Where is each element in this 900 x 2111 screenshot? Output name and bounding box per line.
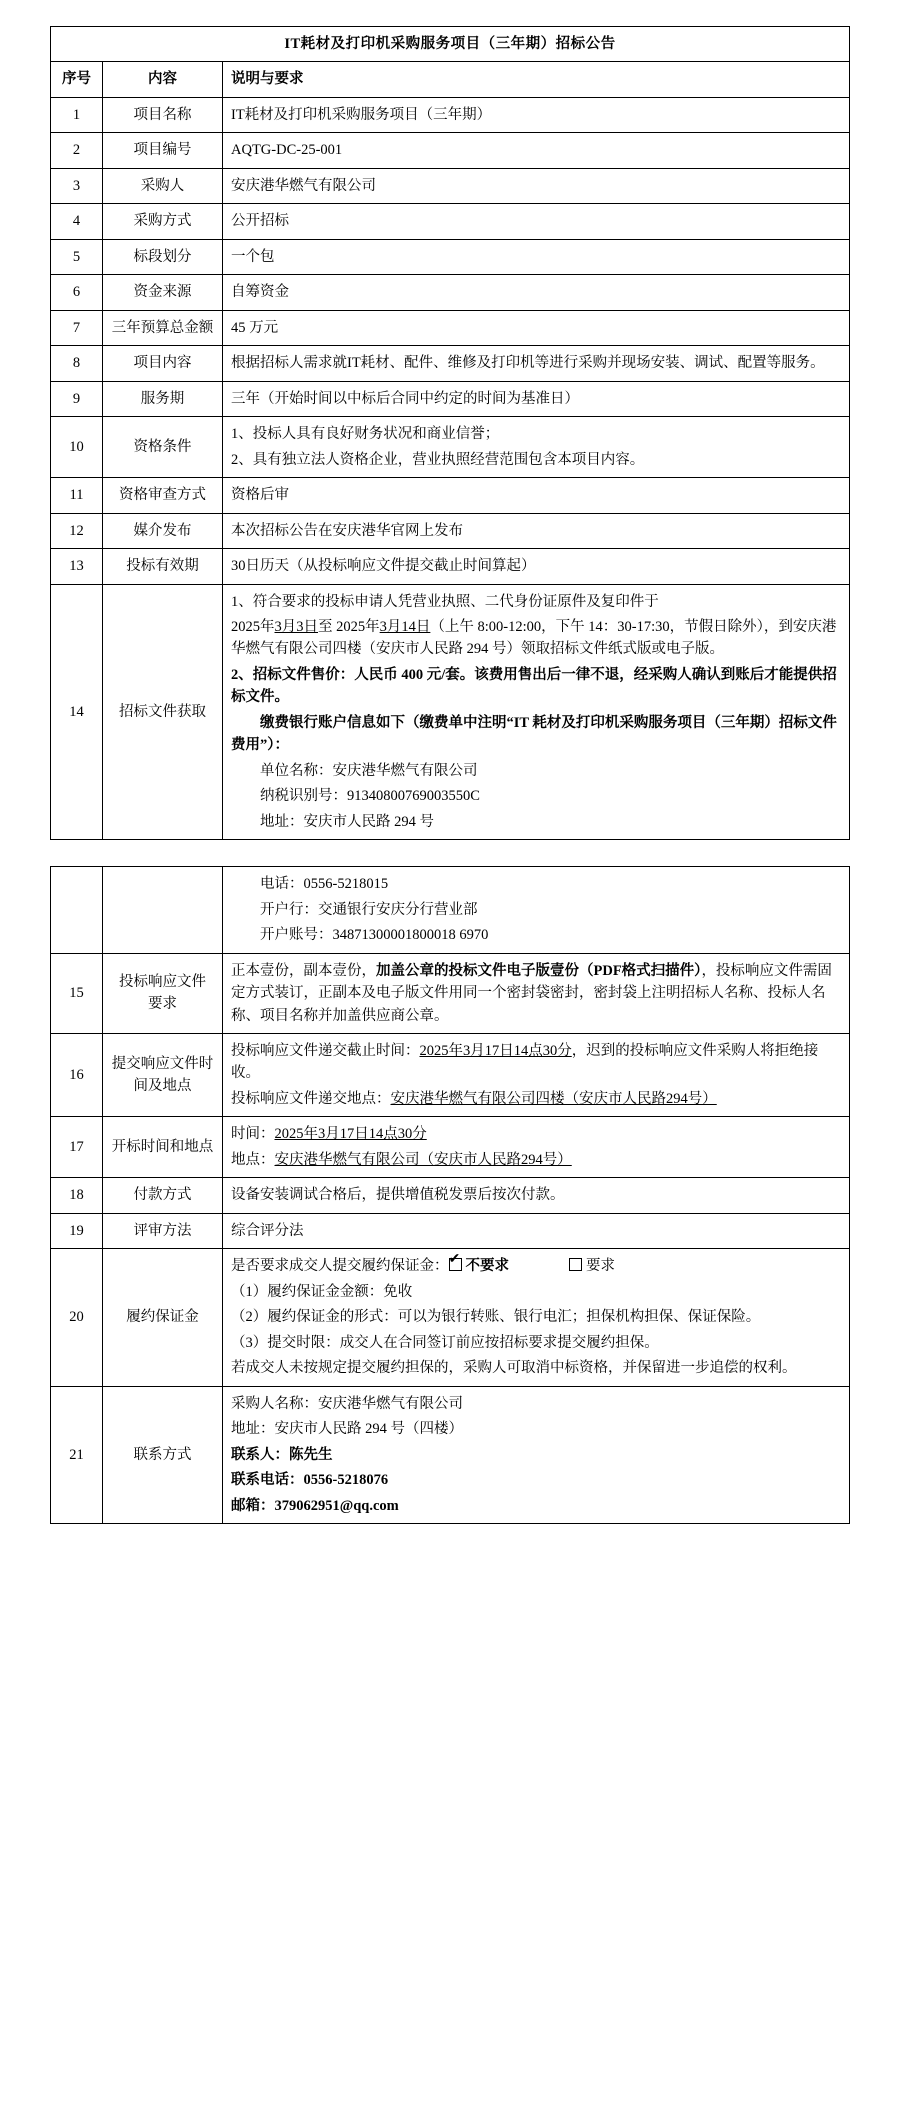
desc-line-account: 开户账号：34871300001800018 6970 — [260, 927, 489, 944]
desc-line: 根据招标人需求就IT耗材、配件、维修及打印机等进行采购并现场安装、调试、配置等服务。 — [231, 355, 825, 372]
option-label-required: 要求 — [586, 1258, 615, 1275]
desc-line — [231, 616, 841, 661]
checkbox-not-required[interactable] — [449, 1258, 462, 1271]
row-desc — [223, 584, 850, 840]
row-item-line: 投标响应文件 — [119, 973, 206, 990]
desc-line-place — [231, 1149, 841, 1171]
desc-line — [231, 591, 841, 613]
row-item: 开标时间和地点 — [103, 1117, 223, 1178]
desc-text: 地点： — [231, 1151, 275, 1168]
contact-company: 采购人名称：安庆港华燃气有限公司 — [231, 1395, 463, 1412]
deadline-value: 2025年3月17日14点30分 — [419, 1043, 572, 1059]
row-item: 服务期 — [103, 381, 223, 416]
row-no: 7 — [51, 310, 103, 345]
row-item — [103, 867, 223, 953]
row-desc: 45 万元 — [223, 310, 850, 345]
table-row — [51, 381, 850, 416]
opening-place-value: 安庆港华燃气有限公司（安庆市人民路294号） — [274, 1151, 572, 1168]
table-row-payment — [51, 1178, 850, 1213]
row-item: 投标有效期 — [103, 549, 223, 584]
row-item: 采购方式 — [103, 204, 223, 239]
document-title: IT耗材及打印机采购服务项目（三年期）招标公告 — [51, 27, 850, 62]
row-no: 17 — [51, 1117, 103, 1178]
desc-line-location — [231, 1088, 841, 1110]
row-desc: 一个包 — [223, 239, 850, 274]
desc-line — [231, 960, 841, 1027]
option-label-not-required: 不要求 — [465, 1258, 509, 1275]
table-row — [51, 239, 850, 274]
row-no: 16 — [51, 1034, 103, 1117]
desc-line-company: 单位名称：安庆港华燃气有限公司 — [260, 762, 478, 779]
desc-text: 投标响应文件递交地点： — [231, 1090, 391, 1107]
row-no: 1 — [51, 97, 103, 132]
row-desc — [223, 417, 850, 478]
table-row-performance-bond — [51, 1249, 850, 1386]
row-desc — [223, 953, 850, 1033]
row-item: 项目内容 — [103, 346, 223, 381]
table-row-opening — [51, 1117, 850, 1178]
row-desc — [223, 346, 850, 381]
table-row — [51, 478, 850, 513]
table-row — [51, 275, 850, 310]
row-desc — [223, 1386, 850, 1523]
desc-text: （上午 8:00-12:00，下午 14：30-17:30，节假日除外），到安庆港华燃气有限公司四楼（安庆市人民路 294 号）领取招标文件纸式版或电子版。 — [231, 618, 837, 658]
table-row-evaluation — [51, 1213, 850, 1248]
row-item: 采购人 — [103, 168, 223, 203]
desc-text: 1、符合要求的投标申请人凭营业执照、二代身份证原件及复印件于 — [231, 593, 659, 610]
row-desc: 30日历天（从投标响应文件提交截止时间算起） — [223, 549, 850, 584]
row-no: 13 — [51, 549, 103, 584]
header-desc: 说明与要求 — [223, 62, 850, 97]
row-item-line: 间及地点 — [133, 1078, 192, 1095]
row-item: 项目名称 — [103, 97, 223, 132]
desc-text: ，投标响应文件需固定方式装订，正副本及电子版文件用同一个密封袋密封，密封袋上注明招标人名称、投标人名称、项目名称并加盖供应商公章。 — [231, 962, 832, 1024]
row-no: 2 — [51, 133, 103, 168]
row-item: 标段划分 — [103, 239, 223, 274]
row-item: 付款方式 — [103, 1178, 223, 1213]
contact-person: 联系人：陈先生 — [231, 1446, 333, 1463]
desc-line-price: 2、招标文件售价：人民币 400 元/套。该费用售出后一律不退，经采购人确认到账后才能提供招标文件。 — [231, 666, 837, 706]
row-item: 招标文件获取 — [103, 584, 223, 840]
row-item-line: 要求 — [148, 996, 177, 1013]
row-item: 资金来源 — [103, 275, 223, 310]
desc-line-phone: 电话：0556-5218015 — [260, 876, 389, 893]
table-row — [51, 168, 850, 203]
row-item: 履约保证金 — [103, 1249, 223, 1386]
row-desc: 综合评分法 — [223, 1213, 850, 1248]
header-no: 序号 — [51, 62, 103, 97]
row-no: 18 — [51, 1178, 103, 1213]
table-row-contact — [51, 1386, 850, 1523]
row-desc: AQTG-DC-25-001 — [223, 133, 850, 168]
row-no: 8 — [51, 346, 103, 381]
row-item-line: 提交响应文件时 — [111, 1055, 214, 1072]
row-no: 19 — [51, 1213, 103, 1248]
row-no: 11 — [51, 478, 103, 513]
row-desc — [223, 1117, 850, 1178]
table-row — [51, 310, 850, 345]
row-no: 5 — [51, 239, 103, 274]
desc-text: 2025年 — [231, 618, 275, 635]
table-row — [51, 417, 850, 478]
row-no: 20 — [51, 1249, 103, 1386]
row-desc: 公开招标 — [223, 204, 850, 239]
row-no: 3 — [51, 168, 103, 203]
table-header-row — [51, 62, 850, 97]
desc-text: 是否要求成交人提交履约保证金： — [231, 1258, 449, 1275]
table-row — [51, 133, 850, 168]
desc-text-bold: 加盖公章的投标文件电子版壹份（PDF格式扫描件） — [376, 962, 702, 979]
row-desc: 设备安装调试合格后，提供增值税发票后按次付款。 — [223, 1178, 850, 1213]
desc-line: （2）履约保证金的形式：可以为银行转账、银行电汇；担保机构担保、保证保险。 — [231, 1309, 761, 1326]
desc-text: 至 2025年 — [318, 618, 380, 635]
row-desc: 自筹资金 — [223, 275, 850, 310]
desc-line-deadline — [231, 1040, 841, 1085]
opening-time-value: 2025年3月17日14点30分 — [274, 1126, 427, 1143]
row-desc — [223, 1034, 850, 1117]
location-value: 安庆港华燃气有限公司四楼（安庆市人民路294号） — [390, 1090, 717, 1107]
row-item: 三年预算总金额 — [103, 310, 223, 345]
row-item — [103, 1034, 223, 1117]
table-row-bid-doc-acquire — [51, 584, 850, 840]
contact-address: 地址：安庆市人民路 294 号（四楼） — [231, 1421, 463, 1438]
row-no — [51, 867, 103, 953]
row-item: 评审方法 — [103, 1213, 223, 1248]
pickup-date-start: 3月3日 — [274, 618, 318, 635]
row-item: 联系方式 — [103, 1386, 223, 1523]
contact-phone: 联系电话：0556-5218076 — [231, 1472, 389, 1489]
table-row-bid-doc-acquire-cont — [51, 867, 850, 953]
row-item — [103, 953, 223, 1033]
checkbox-required[interactable] — [569, 1258, 582, 1271]
row-desc — [223, 1249, 850, 1386]
row-item: 资格条件 — [103, 417, 223, 478]
row-no: 15 — [51, 953, 103, 1033]
row-no: 12 — [51, 513, 103, 548]
desc-line: 2、具有独立法人资格企业，营业执照经营范围包含本项目内容。 — [231, 451, 645, 468]
table-row — [51, 204, 850, 239]
table-row — [51, 513, 850, 548]
row-desc: 资格后审 — [223, 478, 850, 513]
desc-line: 若成交人未按规定提交履约担保的，采购人可取消中标资格，并保留进一步追偿的权利。 — [231, 1360, 797, 1377]
row-no: 21 — [51, 1386, 103, 1523]
announcement-table-bottom — [50, 866, 850, 1524]
row-no: 10 — [51, 417, 103, 478]
table-title-row — [51, 27, 850, 62]
row-desc: 安庆港华燃气有限公司 — [223, 168, 850, 203]
contact-email: 邮箱：379062951@qq.com — [231, 1497, 399, 1514]
pickup-date-end: 3月14日 — [379, 618, 431, 635]
desc-line: 1、投标人具有良好财务状况和商业信誉； — [231, 426, 500, 443]
desc-line-address: 地址：安庆市人民路 294 号 — [260, 813, 434, 830]
header-item: 内容 — [103, 62, 223, 97]
desc-text: 正本壹份，副本壹份， — [231, 962, 376, 979]
page-break-gap — [50, 840, 850, 866]
announcement-table-top — [50, 26, 850, 840]
desc-line: （3）提交时限：成交人在合同签订前应按招标要求提交履约担保。 — [231, 1334, 659, 1351]
desc-line-taxid: 纳税识别号：91340800769003550C — [260, 788, 480, 805]
table-row — [51, 97, 850, 132]
row-item: 项目编号 — [103, 133, 223, 168]
table-row — [51, 549, 850, 584]
desc-text: 时间： — [231, 1126, 275, 1143]
desc-line-bank-note: 缴费银行账户信息如下（缴费单中注明“IT 耗材及打印机采购服务项目（三年期）招标文件费用”）： — [231, 714, 837, 754]
table-row — [51, 346, 850, 381]
row-desc: IT耗材及打印机采购服务项目（三年期） — [223, 97, 850, 132]
row-desc: 本次招标公告在安庆港华官网上发布 — [223, 513, 850, 548]
desc-line-bond-question — [231, 1255, 841, 1277]
table-row-response-doc-requirements — [51, 953, 850, 1033]
table-row-submission — [51, 1034, 850, 1117]
desc-line-bank: 开户行：交通银行安庆分行营业部 — [260, 901, 478, 918]
row-item: 媒介发布 — [103, 513, 223, 548]
desc-text: 投标响应文件递交截止时间： — [231, 1043, 420, 1059]
desc-line-time — [231, 1123, 841, 1145]
row-no: 9 — [51, 381, 103, 416]
row-item: 资格审查方式 — [103, 478, 223, 513]
row-no: 4 — [51, 204, 103, 239]
desc-line: （1）履约保证金金额：免收 — [231, 1283, 413, 1300]
row-no: 6 — [51, 275, 103, 310]
row-no: 14 — [51, 584, 103, 840]
row-desc: 三年（开始时间以中标后合同中约定的时间为基准日） — [223, 381, 850, 416]
row-desc — [223, 867, 850, 953]
desc-text: ，迟到的投标响应文件采购人将拒绝接收。 — [231, 1043, 819, 1082]
